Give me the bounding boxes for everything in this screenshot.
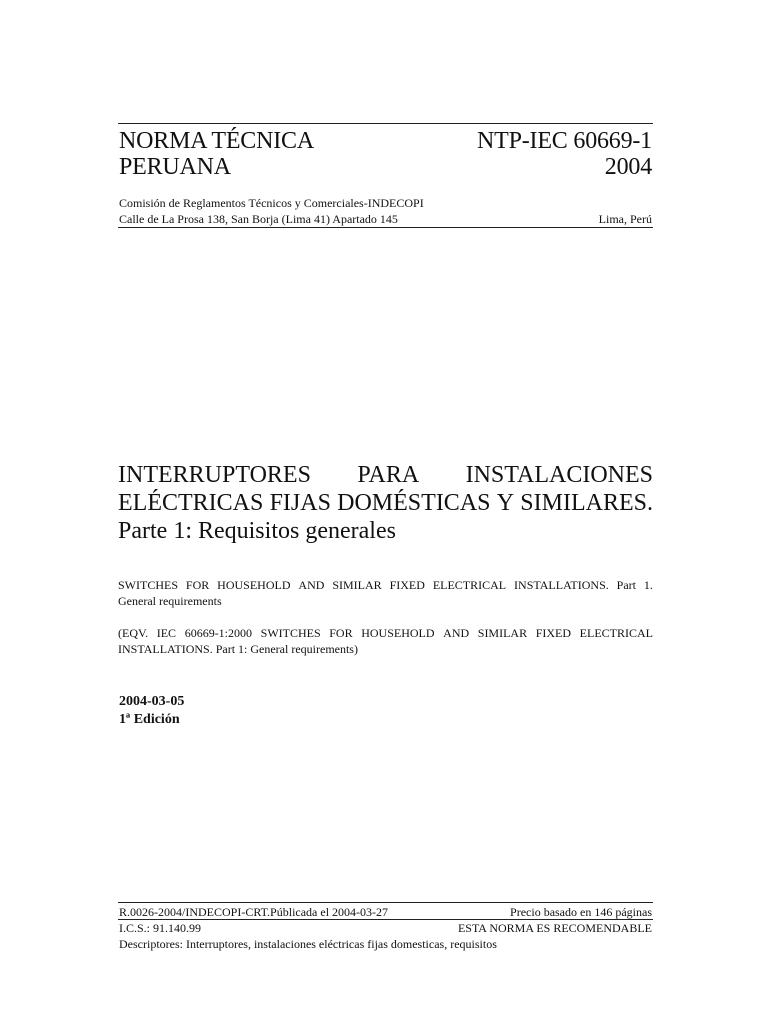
norm-title-line1: NORMA TÉCNICA (119, 128, 314, 154)
title-word: FIJAS (269, 490, 331, 516)
equivalence-line1 (118, 625, 653, 641)
english-word: ELECTRICAL (432, 578, 507, 592)
resolution-text: R.0026-2004/INDECOPI-CRT.Públicada el 2004-03-27 (119, 905, 389, 919)
english-word: FOR (185, 578, 210, 592)
english-word: SWITCHES (118, 578, 178, 592)
footer-mid-rule (118, 919, 653, 920)
title-word: Y (496, 490, 515, 516)
footer-top-rule (118, 902, 653, 903)
english-word: Part (616, 578, 636, 592)
title-word: SIMILARES. (520, 490, 653, 516)
equivalence-word: HOUSEHOLD (361, 626, 435, 640)
title-word: ELÉCTRICAS (118, 490, 264, 516)
english-word: 1. (643, 578, 653, 592)
norm-title-line2: PERUANA (119, 154, 231, 180)
title-word: INSTALACIONES (465, 462, 653, 488)
header-rule (118, 227, 653, 228)
title-word: INTERRUPTORES (118, 462, 311, 488)
top-rule (118, 123, 653, 124)
english-word: FIXED (389, 578, 425, 592)
title-word: PARA (357, 462, 420, 488)
equivalence-word: FOR (329, 626, 353, 640)
descriptors-text: Descriptores: Interruptores, instalaciones eléctricas fijas domesticas, requisitos (119, 937, 497, 951)
equivalence-word: (EQV. (118, 626, 149, 640)
english-word: HOUSEHOLD (217, 578, 291, 592)
title-word: DOMÉSTICAS (337, 490, 491, 516)
title-line1 (118, 461, 653, 489)
english-title-line2: General requirements (118, 594, 222, 608)
equivalence-word: AND (443, 626, 470, 640)
equivalence-word: SWITCHES (260, 626, 321, 640)
english-word: INSTALLATIONS. (514, 578, 609, 592)
edition-date: 2004-03-05 (119, 694, 185, 709)
ics-code: I.C.S.: 91.140.99 (119, 921, 202, 935)
equivalence-word: FIXED (535, 626, 572, 640)
english-title-line1 (118, 577, 653, 593)
equivalence-word: SIMILAR (477, 626, 528, 640)
institution-city: Lima, Perú (598, 212, 652, 226)
recommendation-text: ESTA NORMA ES RECOMENDABLE (457, 921, 652, 935)
institution-address: Calle de La Prosa 138, San Borja (Lima 41) Apartado 145 (119, 212, 398, 226)
standard-year: 2004 (604, 154, 652, 180)
edition-number: 1ª Edición (119, 712, 180, 727)
equivalence-word: ELECTRICAL (579, 626, 653, 640)
title-line2 (118, 489, 653, 517)
english-word: AND (298, 578, 325, 592)
standard-code: NTP-IEC 60669-1 (477, 128, 652, 154)
title-line3: Parte 1: Requisitos generales (118, 518, 396, 544)
equivalence-line2: INSTALLATIONS. Part 1: General requirements) (118, 642, 358, 656)
price-text: Precio basado en 146 páginas (510, 905, 652, 919)
equivalence-word: 60669-1:2000 (184, 626, 253, 640)
english-word: SIMILAR (332, 578, 382, 592)
equivalence-word: IEC (156, 626, 177, 640)
institution-name: Comisión de Reglamentos Técnicos y Comerciales-INDECOPI (119, 196, 424, 210)
